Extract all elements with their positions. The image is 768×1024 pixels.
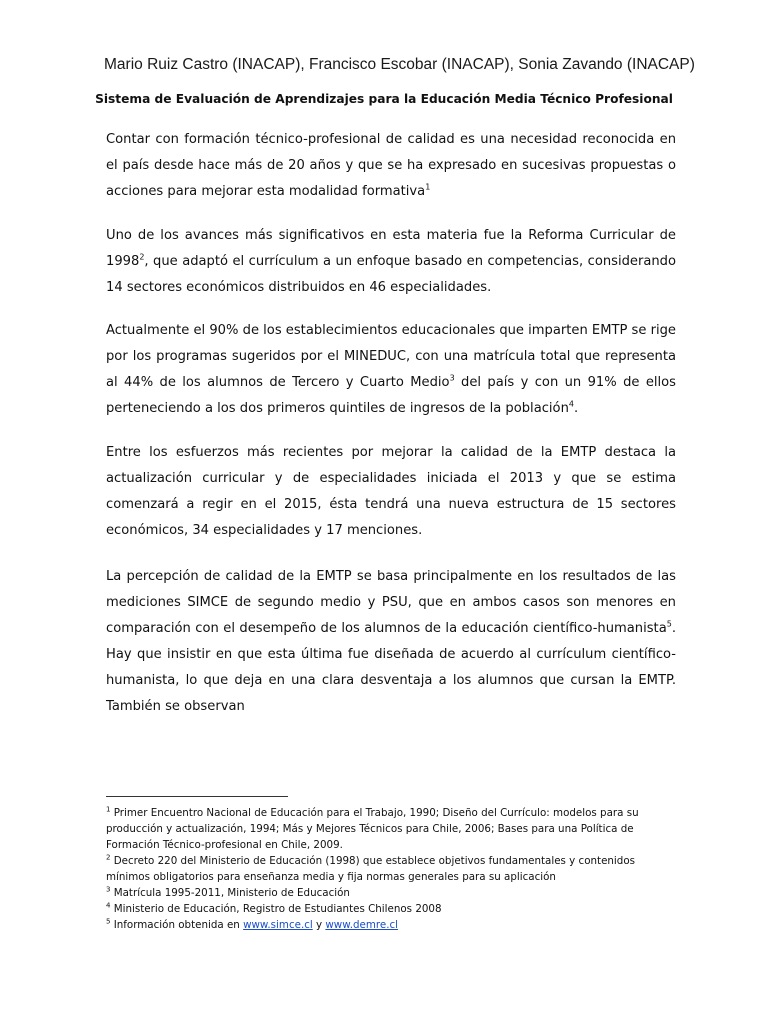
- footnote-4-text: Ministerio de Educación, Registro de Estudiantes Chilenos 2008: [110, 903, 442, 915]
- paragraph-3-text-a: Actualmente el 90% de los establecimientos educacionales que imparten EMTP se rige por los programas sugeridos por el MINEDUC, con una matrícula total que representa al 44% de los alumnos de Tercero y Cuarto Medio: [106, 323, 676, 390]
- paragraph-3-text-c: .: [573, 401, 579, 416]
- footnote-3: [106, 885, 681, 901]
- footnote-5-text: Información obtenida en: [110, 919, 244, 931]
- paragraph-4: [106, 440, 676, 544]
- paragraph-5-text-b: . Hay que insistir en que esta última fue diseñada de acuerdo al currículum científico-humanista, lo que deja en una clara desventaja a los alumnos que cursan la EMTP. También se observan: [106, 621, 676, 714]
- paragraph-4-text: Entre los esfuerzos más recientes por mejorar la calidad de la EMTP destaca la actualización curricular y de especialidades iniciada el 2013 y que se estima comenzará a regir en el 2015, ésta tendrá una nueva estructura de 15 sectores económicos, 34 especialidades y 17 menciones.: [106, 445, 676, 538]
- footnote-2: [106, 853, 681, 885]
- footnote-ref-3[interactable]: 3: [449, 373, 455, 383]
- footnote-ref-4[interactable]: 4: [568, 399, 574, 409]
- footnote-separator: [106, 796, 288, 797]
- footnote-mark-4: 4: [106, 901, 111, 910]
- footnote-3-text: Matrícula 1995-2011, Ministerio de Educación: [110, 887, 350, 899]
- footnote-mark-3: 3: [106, 885, 111, 894]
- paragraph-2-text-b: , que adaptó el currículum a un enfoque basado en competencias, considerando 14 sectores económicos distribuidos en 46 especialidades.: [106, 254, 676, 295]
- footnotes-section: [106, 805, 681, 933]
- footnote-1: [106, 805, 681, 853]
- footnote-5: [106, 917, 681, 933]
- footnote-ref-2[interactable]: 2: [139, 252, 145, 262]
- paragraph-3-text-b: del país y con un 91% de ellos perteneciendo a los dos primeros quintiles de ingresos de la población: [106, 375, 676, 416]
- authors-header: Mario Ruiz Castro (INACAP), Francisco Escobar (INACAP), Sonia Zavando (INACAP): [104, 56, 695, 73]
- footnote-4: [106, 901, 681, 917]
- footnote-1-text: Primer Encuentro Nacional de Educación para el Trabajo, 1990; Diseño del Currículo: modelos para su producción y actualización, 1994; Más y Mejores Técnicos para Chile, 2006; Bases para una Política de Formación Técnico-profesional en Chile, 2009.: [106, 807, 639, 851]
- footnote-ref-5[interactable]: 5: [666, 619, 672, 629]
- paragraph-3: [106, 318, 676, 422]
- document-title: Sistema de Evaluación de Aprendizajes para la Educación Media Técnico Profesional: [95, 92, 673, 106]
- paragraph-2-text-a: Uno de los avances más significativos en esta materia fue la Reforma Curricular de 1998: [106, 228, 676, 269]
- paragraph-2: [106, 223, 676, 301]
- footnote-ref-1[interactable]: 1: [425, 182, 431, 192]
- footnote-mark-2: 2: [106, 853, 111, 862]
- paragraph-5: [106, 564, 676, 720]
- footnote-2-text: Decreto 220 del Ministerio de Educación (1998) que establece objetivos fundamentales y contenidos mínimos obligatorios para enseñanza media y fija normas generales para su aplicación: [106, 855, 635, 883]
- paragraph-1-text: Contar con formación técnico-profesional de calidad es una necesidad reconocida en el país desde hace más de 20 años y que se ha expresado en sucesivas propuestas o acciones para mejorar esta modalidad formativa: [106, 132, 676, 199]
- footnote-mark-1: 1: [106, 805, 111, 814]
- footnote-mark-5: 5: [106, 917, 111, 926]
- paragraph-5-text-a: La percepción de calidad de la EMTP se basa principalmente en los resultados de las mediciones SIMCE de segundo medio y PSU, que en ambos casos son menores en comparación con el desempeño de los alumnos de la educación científico-humanista: [106, 569, 676, 636]
- simce-link[interactable]: www.simce.cl: [243, 919, 313, 931]
- footnote-5-conjunction: y: [312, 919, 326, 931]
- paragraph-1: [106, 127, 676, 205]
- demre-link[interactable]: www.demre.cl: [325, 919, 399, 931]
